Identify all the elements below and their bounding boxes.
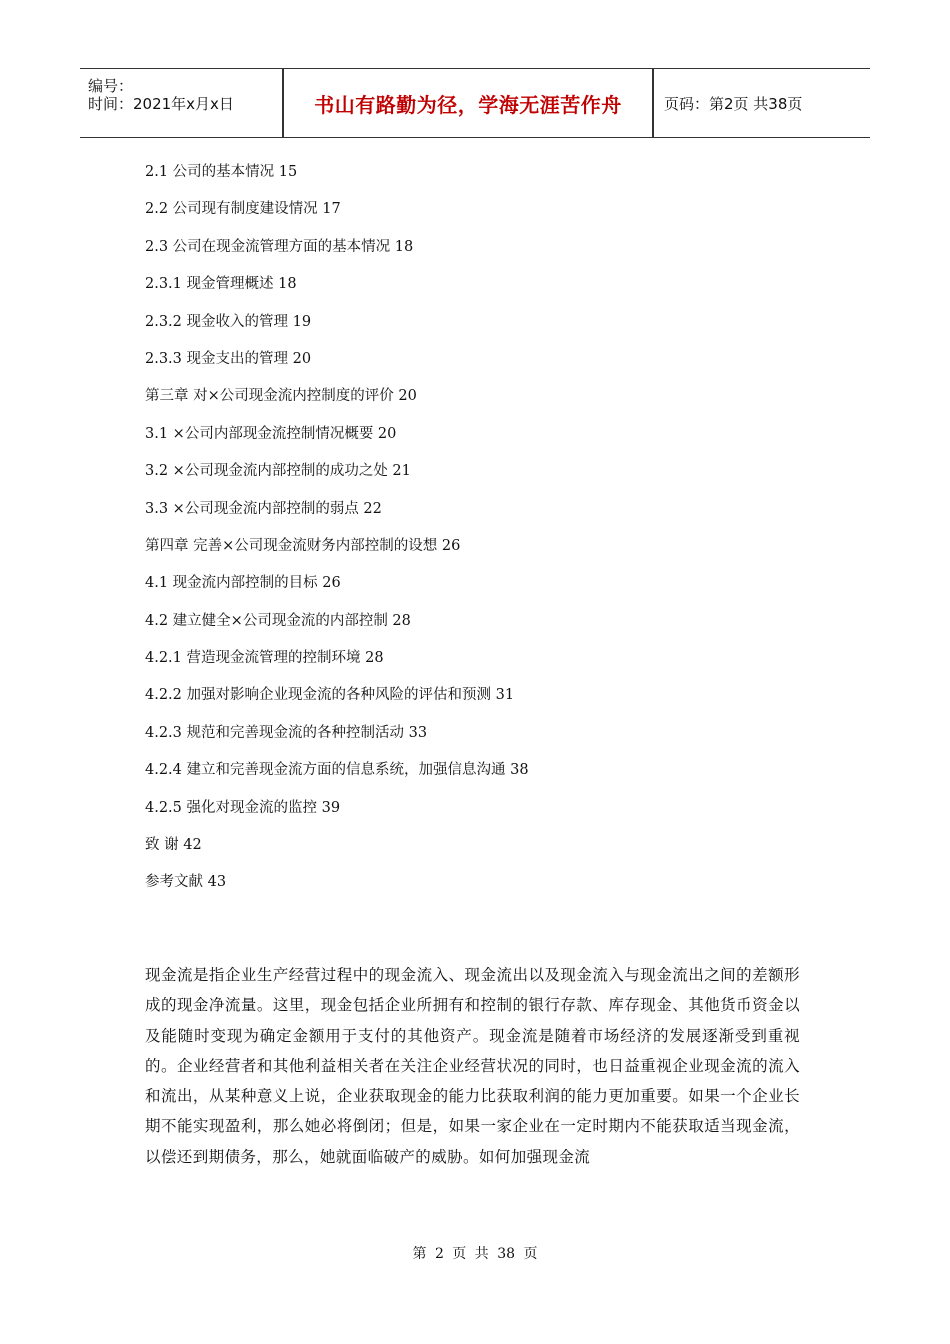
toc-entry: 参考文献 43 — [145, 874, 227, 891]
toc-entry: 4.2 建立健全×公司现金流的内部控制 28 — [145, 612, 411, 629]
page-header — [80, 68, 870, 138]
toc-entry: 2.2 公司现有制度建设情况 17 — [145, 201, 341, 218]
header-motto: 书山有路勤为径，学海无涯苦作舟 — [314, 92, 622, 117]
toc-entry: 2.3.3 现金支出的管理 20 — [145, 350, 312, 367]
toc-entry: 2.3.2 现金收入的管理 19 — [145, 313, 312, 330]
toc-entry: 4.2.3 规范和完善现金流的各种控制活动 33 — [145, 724, 428, 741]
header-meta-cell — [80, 69, 282, 137]
toc-entry: 2.1 公司的基本情况 15 — [145, 164, 298, 180]
toc-entry: 3.2 ×公司现金流内部控制的成功之处 21 — [145, 463, 411, 480]
toc-entry: 3.3 ×公司现金流内部控制的弱点 22 — [145, 500, 382, 517]
page-footer: 第 2 页 共 38 页 — [412, 1246, 538, 1262]
toc-entry: 4.2.5 强化对现金流的监控 39 — [145, 799, 341, 816]
toc-entry: 2.3 公司在现金流管理方面的基本情况 18 — [145, 238, 414, 255]
toc-entry: 4.2.4 建立和完善现金流方面的信息系统，加强信息沟通 38 — [145, 762, 529, 779]
header-motto-cell — [284, 69, 652, 137]
toc-entry: 4.2.1 营造现金流管理的控制环境 28 — [145, 650, 384, 667]
header-page-cell — [654, 69, 870, 137]
toc-entry: 4.2.2 加强对影响企业现金流的各种风险的评估和预测 31 — [145, 687, 515, 704]
body-paragraph: 现金流是指企业生产经营过程中的现金流入、现金流出以及现金流入与现金流出之间的差额形成的现金净流量。这里，现金包括企业所拥有和控制的银行存款、库存现金、其他货币资金以及能随时变现为确定金额用于支付的其他资产。现金流是随着市场经济的发展逐渐受到重视的。企业经营者和其他利益相关者在关注企业经营状况的同时，也日益重视企业现金流的流入和流出，从某种意义上说，企业获取现金的能力比获取利润的能力更加重要。如果一个企业长期不能实现盈利，那么她必将倒闭；但是，如果一家企业在一定时期内不能获取适当现金流，以偿还到期债务，那么，她就面临破产的威胁。如何加强现金流 — [145, 966, 800, 1166]
serial-number-label: 编号： — [88, 77, 134, 95]
table-of-contents — [145, 160, 845, 908]
toc-entry: 第三章 对×公司现金流内控制度的评价 20 — [145, 388, 417, 405]
toc-entry: 3.1 ×公司内部现金流控制情况概要 20 — [145, 425, 397, 442]
toc-entry: 第四章 完善×公司现金流财务内部控制的设想 26 — [145, 537, 461, 554]
toc-entry: 4.1 现金流内部控制的目标 26 — [145, 575, 341, 592]
date-label: 时间：2021年x月x日 — [88, 95, 234, 113]
toc-entry: 2.3.1 现金管理概述 18 — [145, 276, 297, 293]
header-page-info: 页码：第2页 共38页 — [664, 94, 803, 113]
toc-entry: 致 谢 42 — [145, 837, 202, 854]
